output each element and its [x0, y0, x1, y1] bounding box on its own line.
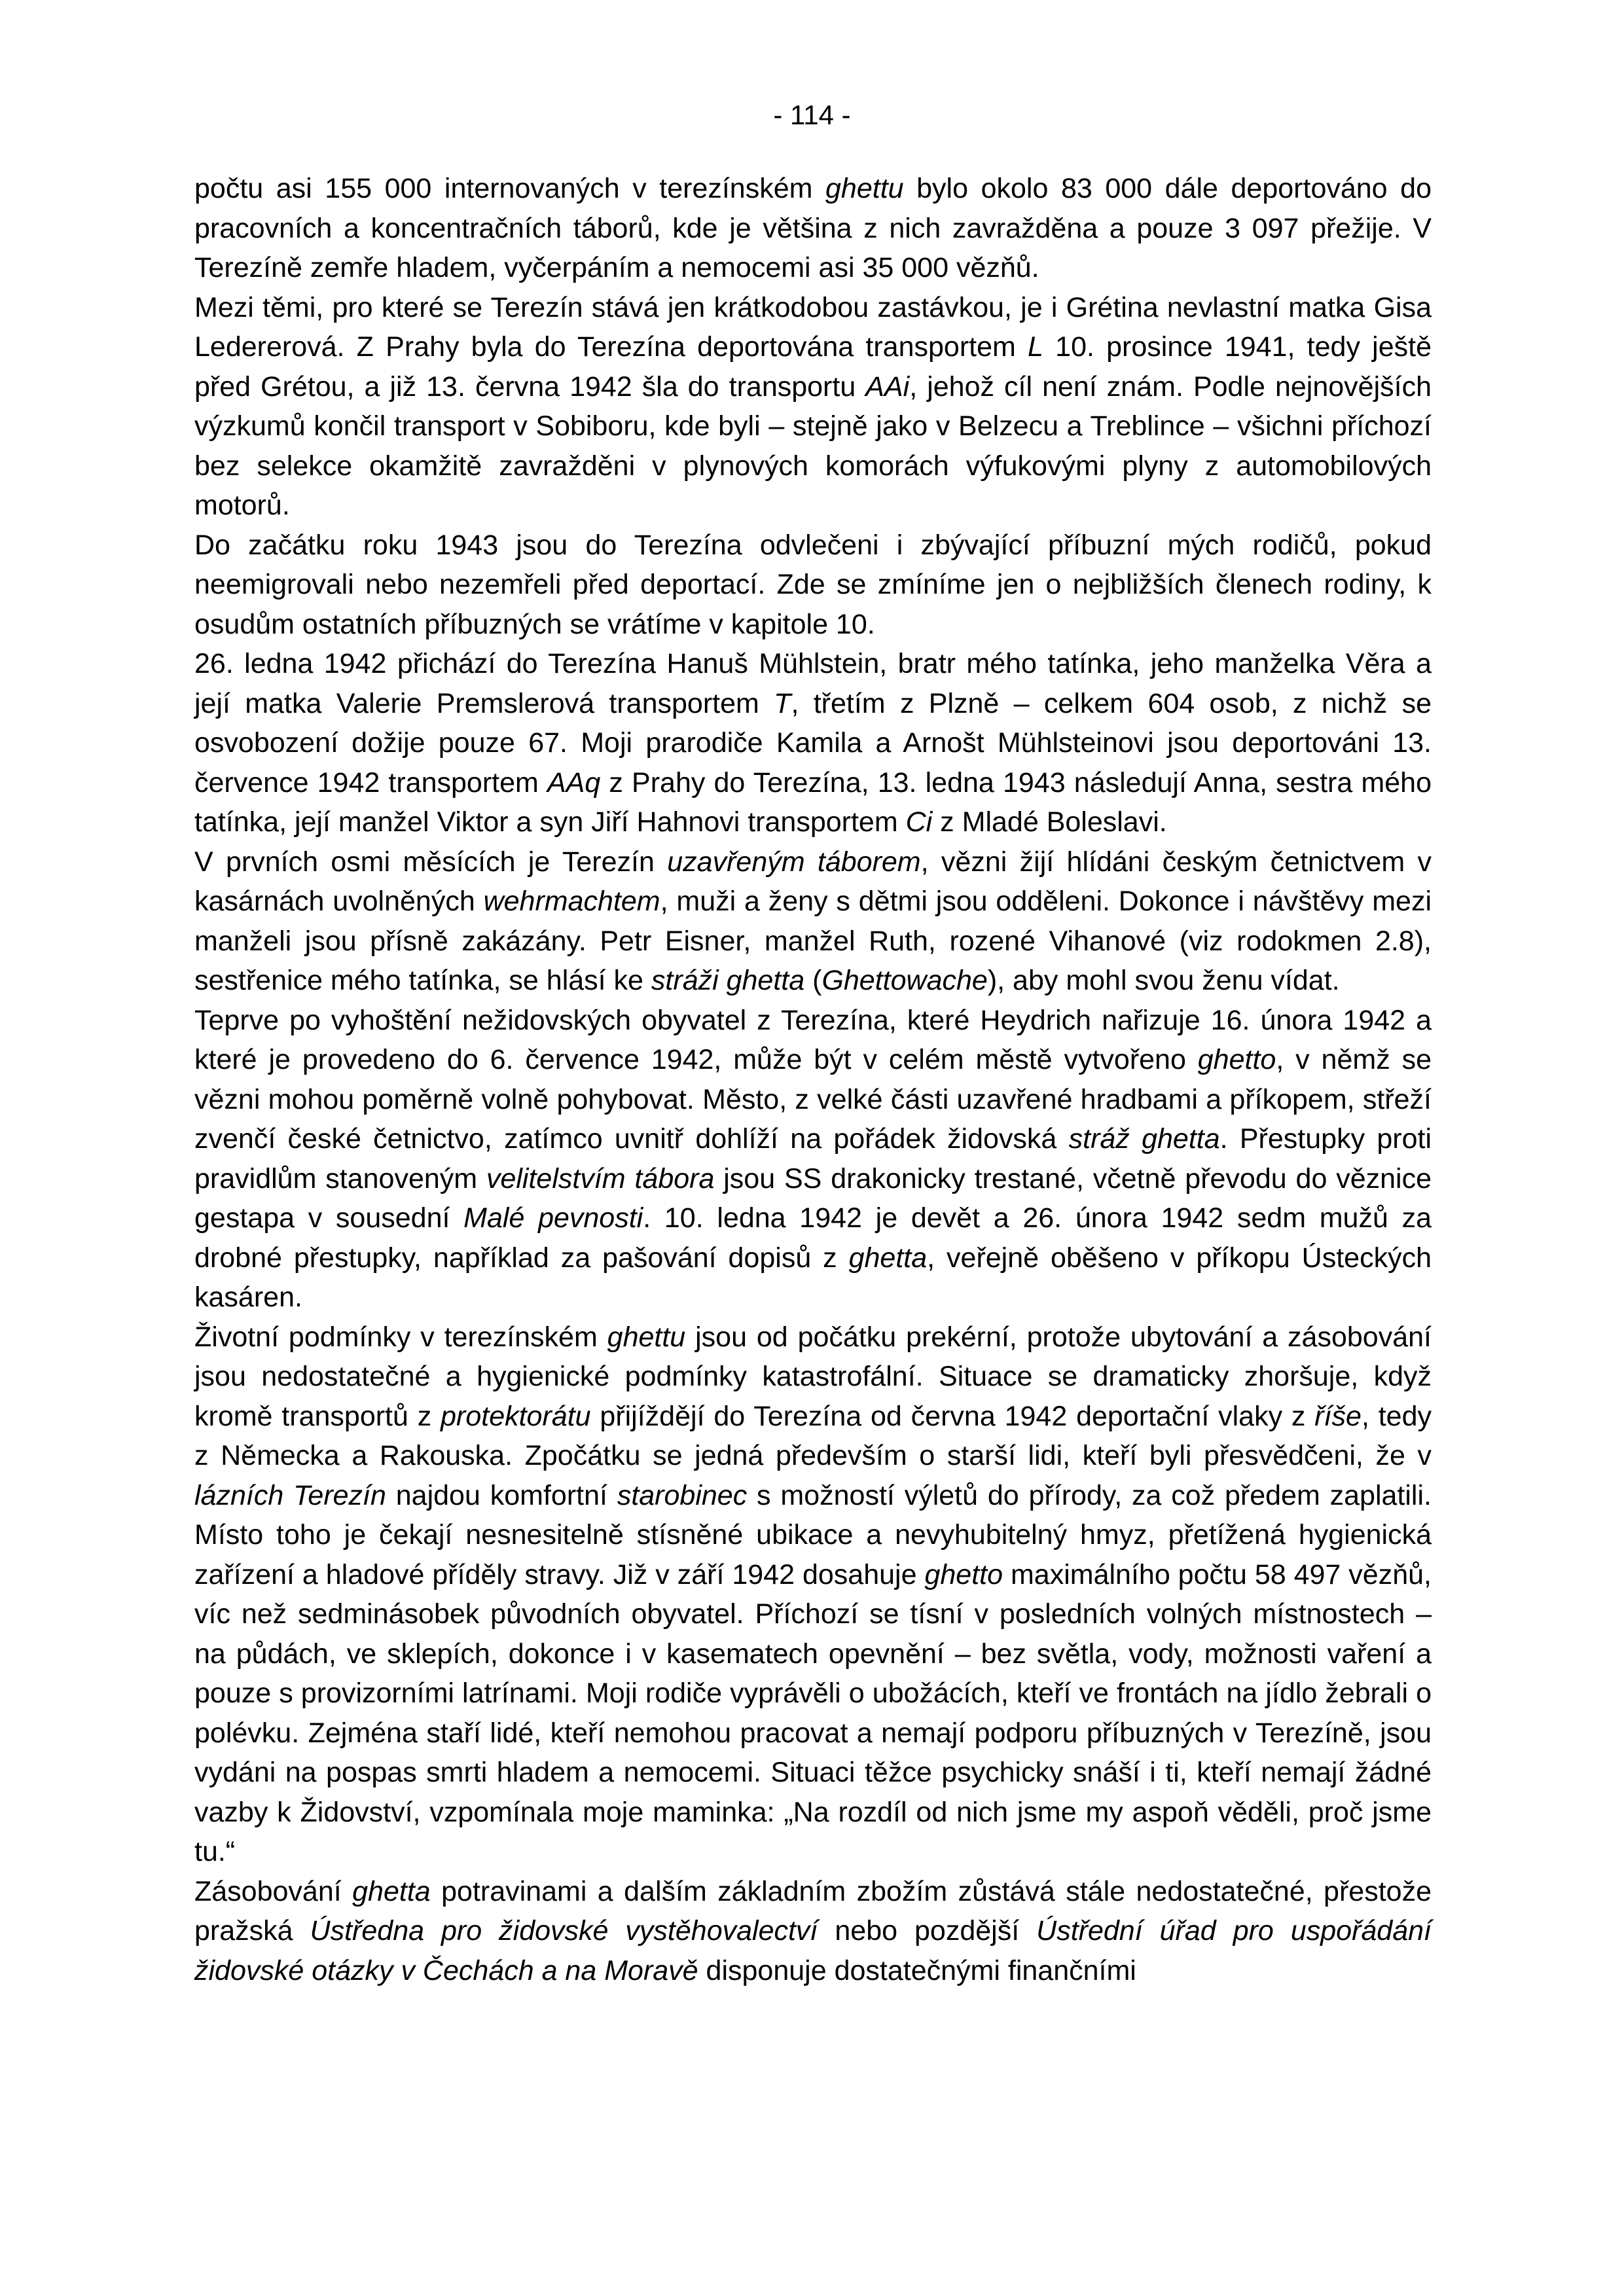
italic-term: starobinec [617, 1479, 748, 1511]
italic-term: lázních Terezín [194, 1479, 386, 1511]
italic-term: velitelstvím tábora [486, 1162, 715, 1194]
italic-term: stráž ghetta [1068, 1123, 1220, 1155]
paragraph-7 [194, 1318, 1432, 1872]
text-run: ), aby mohl svou ženu vídat. [987, 965, 1340, 996]
text-run: z Prahy do Terezína, 13. ledna 1943 následují Anna, sestra mého tatínka, její manžel Viktor a syn Jiří Hahnovi transportem [194, 766, 1432, 838]
page-number: - 114 - [773, 99, 851, 130]
italic-term: ghetto [924, 1558, 1003, 1590]
text-run: 10. prosince 1941, tedy ještě před Grétou, a již 13. června 1942 šla do transportu [194, 331, 1432, 403]
text-run: jsou od počátku prekérní, protože ubytování a zásobování jsou nedostatečné a hygienické podmínky katastrofální. Situace se dramaticky zhoršuje, když kromě transportů z [194, 1321, 1432, 1432]
text-run: . 10. ledna 1942 je devět a 26. února 1942 sedm mužů za drobné přestupky, například za pašování dopisů z [194, 1202, 1432, 1274]
italic-term: AAi [865, 370, 910, 403]
text-run: najdou komfortní [386, 1479, 617, 1511]
text-run: V prvních osmi měsících je Terezín [194, 846, 668, 878]
italic-term: ghettu [825, 173, 904, 204]
text-run: Teprve po vyhoštění nežidovských obyvatel z Terezína, které Heydrich nařizuje 16. února 1942 a které je provedeno do 6. července 1942, může být v celém městě vytvořeno [194, 1004, 1432, 1075]
italic-term: wehrmachtem [483, 886, 660, 917]
paragraph-1 [194, 169, 1432, 288]
italic-term: Ústřední úřad pro uspořádání židovské otázky v Čechách a na Moravě [194, 1915, 1432, 1986]
italic-term: Malé pevnosti [463, 1202, 643, 1234]
italic-term: ghetta [848, 1242, 928, 1274]
text-run: , třetím z Plzně – celkem 604 osob, z nichž se osvobození dožije pouze 67. Moji prarodiče Kamila a Arnošt Mühlsteinovi jsou deportováni 13. července 1942 transportem [194, 687, 1432, 798]
italic-term: ghetto [1197, 1044, 1276, 1075]
italic-term: ghetta [352, 1875, 431, 1907]
text-run: s možností výletů do přírody, za což předem zaplatili. Místo toho je čekají nesnesitelně stísněné ubikace a nevyhubitelný hmyz, přetížená hygienická zařízení a hladové příděly stravy. Již v září 1942 dosahuje [194, 1479, 1432, 1590]
paragraph-8 [194, 1872, 1432, 1991]
text-run: , jehož cíl není znám. Podle nejnovějších výzkumů končil transport v Sobiboru, kde byli – stejně jako v Belzecu a Treblince – všichni příchozí bez selekce okamžitě zavražděni v plynových komorách výfukovými plyny z automobilových motorů. [194, 370, 1432, 521]
text-run: ( [804, 965, 822, 996]
italic-term: protektorátu [441, 1400, 591, 1432]
text-run: Zásobování [194, 1875, 353, 1907]
paragraph-2 [194, 288, 1432, 526]
text-run: nebo pozdější [818, 1915, 1037, 1946]
text-run: Životní podmínky v terezínském [194, 1321, 607, 1353]
text-run: , v němž se vězni mohou poměrně volně pohybovat. Město, z velké části uzavřené hradbami a příkopem, střeží zvenčí české četnictvo, zatímco uvnitř dohlíží na pořádek židovská [194, 1044, 1432, 1155]
text-run: Mezi těmi, pro které se Terezín stává jen krátkodobou zastávkou, je i Grétina nevlastní matka Gisa Ledererová. Z Prahy byla do Terezína deportována transportem [194, 291, 1432, 363]
text-run: počtu asi 155 000 internovaných v terezínském [194, 173, 826, 204]
text-run: , vězni žijí hlídáni českým četnictvem v kasárnách uvolněných [194, 846, 1432, 917]
text-run: přijíždějí do Terezína od června 1942 deportační vlaky z [590, 1400, 1315, 1432]
text-run: . Přestupky proti pravidlům stanoveným [194, 1123, 1432, 1194]
text-run: jsou SS drakonicky trestané, včetně převodu do věznice gestapa v sousední [194, 1162, 1432, 1234]
text-run: , tedy z Německa a Rakouska. Zpočátku se jedná především o starší lidi, kteří byli přesvědčeni, že v [194, 1400, 1432, 1471]
paragraph-4 [194, 644, 1432, 842]
text-run: potravinami a dalším základním zbožím zůstává stále nedostatečné, přestože pražská [194, 1875, 1432, 1946]
italic-term: Ghettowache [821, 965, 988, 996]
italic-term: Ci [905, 806, 933, 838]
italic-term: říše [1314, 1400, 1362, 1432]
text-run: disponuje dostatečnými finančními [698, 1954, 1136, 1986]
body-text [194, 169, 1432, 1990]
italic-term: L [1028, 331, 1043, 363]
text-run: , muži a ženy s dětmi jsou odděleni. Dokonce i návštěvy mezi manželi jsou přísně zakázány. Petr Eisner, manžel Ruth, rozené Vihanové (viz rodokmen 2.8), sestřenice mého tatínka, se hlásí ke [194, 886, 1432, 996]
italic-term: Ústředna pro židovské vystěhovalectví [310, 1915, 818, 1946]
italic-term: stráži ghetta [651, 965, 805, 996]
text-run: maximálního počtu 58 497 vězňů, víc než sedminásobek původních obyvatel. Příchozí se tísní v posledních volných místnostech – na půdách, ve sklepích, dokonce i v kasematech opevnění – bez světla, vody, možnosti vaření a pouze s provizorními latrínami. Moji rodiče vyprávěli o ubožácích, kteří ve frontách na jídlo žebrali o polévku. Zejména staří lidé, kteří nemohou pracovat a nemají podporu příbuzných v Terezíně, jsou vydáni na pospas smrti hladem a nemocemi. Situaci těžce psychicky snáší i ti, kteří nemají žádné vazby k Židovství, vzpomínala moje maminka: „Na rozdíl od nich jsme my aspoň věděli, proč jsme tu.“ [194, 1558, 1432, 1867]
text-run: 26. ledna 1942 přichází do Terezína Hanuš Mühlstein, bratr mého tatínka, jeho manželka Věra a její matka Valerie Premslerová transportem [194, 648, 1432, 719]
paragraph-5 [194, 842, 1432, 1001]
text-run: bylo okolo 83 000 dále deportováno do pracovních a koncentračních táborů, kde je většina z nich zavražděna a pouze 3 097 přežije. V Terezíně zemře hladem, vyčerpáním a nemocemi asi 35 000 vězňů. [194, 173, 1432, 283]
italic-term: uzavřeným táborem [667, 846, 921, 878]
paragraph-6 [194, 1001, 1432, 1318]
italic-term: AAq [547, 766, 601, 798]
italic-term: ghettu [607, 1321, 686, 1353]
text-run: Do začátku roku 1943 jsou do Terezína odvlečeni i zbývající příbuzní mých rodičů, pokud neemigrovali nebo nezemřeli před deportací. Zde se zmíníme jen o nejbližších členech rodiny, k osudům ostatních příbuzných se vrátíme v kapitole 10. [194, 529, 1432, 640]
paragraph-3 [194, 526, 1432, 645]
text-run: z Mladé Boleslavi. [932, 806, 1167, 838]
text-run: , veřejně oběšeno v příkopu Ústeckých kasáren. [194, 1242, 1432, 1313]
italic-term: T [774, 687, 791, 719]
